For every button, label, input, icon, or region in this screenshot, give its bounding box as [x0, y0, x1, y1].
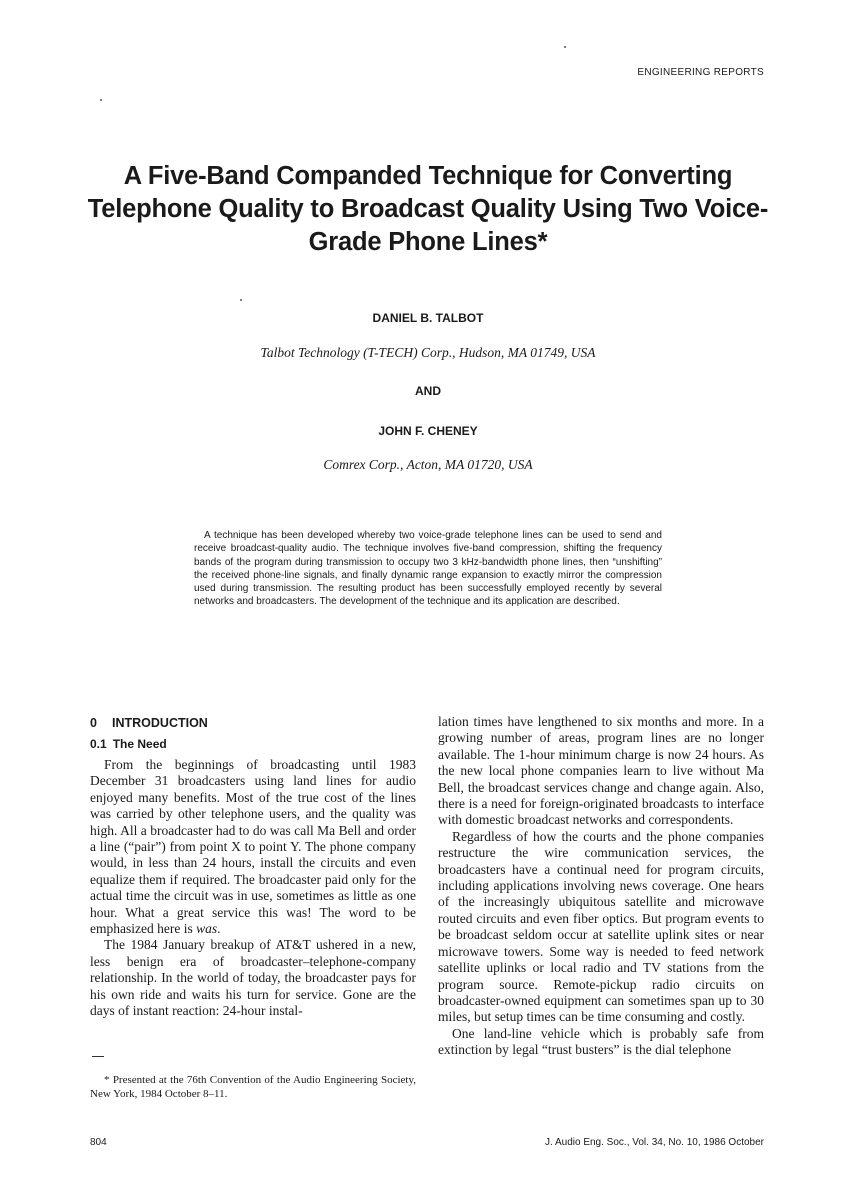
body-paragraph: lation times have lengthened to six months and more. In a growing number of areas, program lines are no longer available. The 1-hour minimum charge is now 24 hours. As the new local phone companies learn to live without Ma Bell, the broadcast services change and change again. Also, there is a need for foreign-originated broadcasts to interface with domestic broadcast networks and correspondents. [438, 714, 764, 828]
subsection-number: 0.1 [90, 737, 107, 751]
scan-speck [100, 99, 102, 101]
section-title: INTRODUCTION [112, 716, 208, 730]
body-paragraph: From the beginnings of broadcasting until 1983 December 31 broadcasters using land lines for audio enjoyed many benefits. Most of the true cost of the lines was carried by other telephone users, and the quality was high. All a broadcaster had to do was call Ma Bell and order a line (“pair”) from point X to point Y. The phone company would, in less than 24 hours, install the circuits and even equalize them if required. The broadcaster paid only for the actual time the circuit was in use, sometimes as little as one hour. What a great service this was! The word to be emphasized here is was. [90, 757, 416, 937]
running-head: ENGINEERING REPORTS [637, 67, 764, 78]
page-number: 804 [90, 1137, 107, 1148]
author-affiliation-1: Talbot Technology (T-TECH) Corp., Hudson, MA 01749, USA [260, 345, 596, 360]
paper-title: A Five-Band Companded Technique for Converting Telephone Quality to Broadcast Quality Using Two Voice-Grade Phone Lines* [87, 162, 769, 256]
left-column [90, 713, 416, 1020]
journal-reference: J. Audio Eng. Soc., Vol. 34, No. 10, 1986 October [544, 1137, 764, 1148]
author-separator: AND [415, 384, 441, 398]
subsection-title: The Need [112, 737, 167, 751]
subsection-heading [90, 736, 416, 752]
scan-speck [240, 299, 242, 301]
section-number: 0 [90, 716, 97, 730]
emphasis: was [196, 921, 218, 937]
section-heading [90, 715, 416, 731]
author-affiliation-2: Comrex Corp., Acton, MA 01720, USA [323, 457, 533, 472]
body-paragraph: The 1984 January breakup of AT&T ushered in a new, less benign era of broadcaster–telephone-company relationship. In the world of today, the broadcaster pays for his own ride and waits his turn for service. Gone are the days of instant reaction: 24-hour instal- [90, 937, 416, 1019]
body-paragraph: One land-line vehicle which is probably safe from extinction by legal “trust busters” is the dial telephone [438, 1025, 764, 1058]
body-paragraph: Regardless of how the courts and the phone companies restructure the wire communication services, the broadcasters have a continual need for program circuits, including applications involving news coverage. One hears of the increasingly ubiquitous satellite and microwave routed circuits and even fiber optics. But program events to be broadcast seldom occur at satellite uplink sites or near microwave towers. Some way is needed to feed network satellite uplinks or local radio and TV stations from the program source. Remote-pickup radio circuits on broadcaster-owned equipment can sometimes span up to 30 miles, but setup times can be time consuming and costly. [438, 828, 764, 1025]
author-name-1: DANIEL B. TALBOT [372, 311, 484, 325]
scan-speck [564, 46, 566, 48]
footnote-rule [92, 1056, 104, 1057]
author-name-2: JOHN F. CHENEY [378, 424, 478, 438]
abstract: A technique has been developed whereby two voice-grade telephone lines can be used to send and receive broadcast-quality audio. The technique involves five-band compression, shifting the frequency bands of the program during transmission to occupy two 3 kHz-bandwidth phone lines, then “unshifting” the received phone-line signals, and finally dynamic range expansion to exactly mirror the compression used during transmission. The resulting product has been successfully employed recently by several networks and broadcasters. The development of the technique and its application are described. [194, 530, 662, 608]
right-column [438, 714, 764, 1059]
footnote: * Presented at the 76th Convention of the Audio Engineering Society, New York, 1984 October 8–11. [90, 1074, 416, 1100]
